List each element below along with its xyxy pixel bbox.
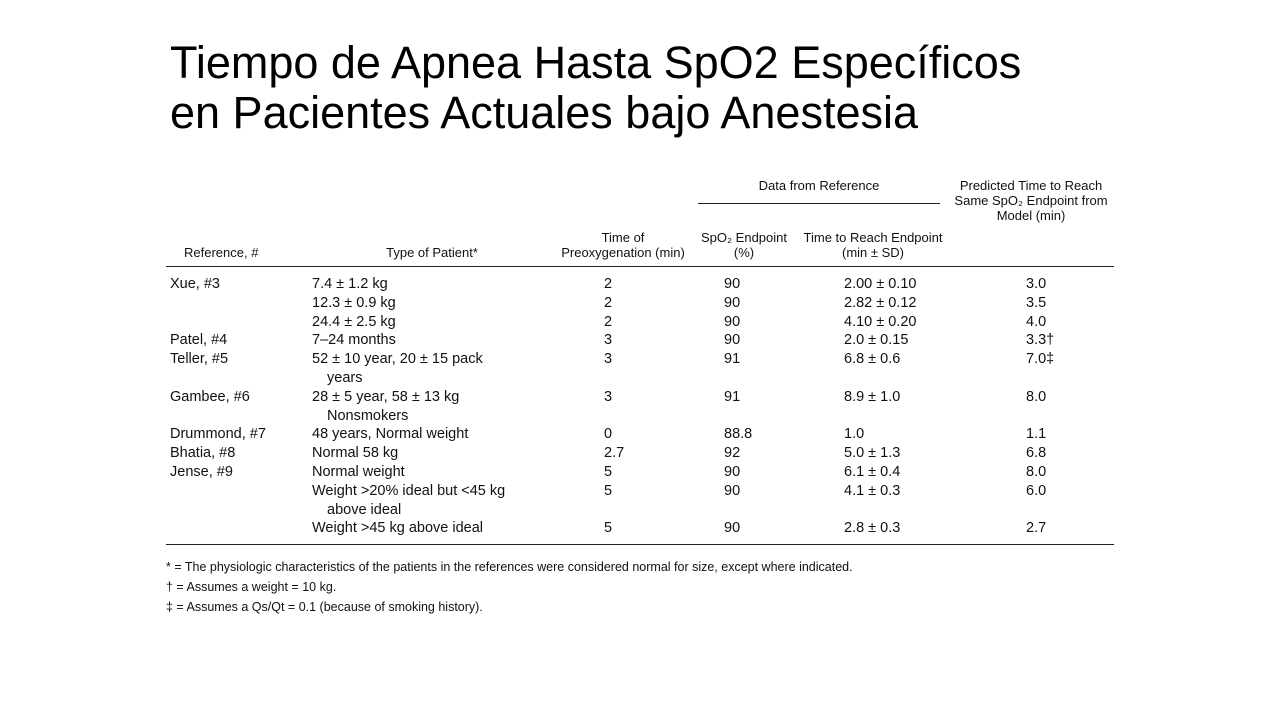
preoxygenation-cell: 2.7 [604, 445, 625, 462]
type-of-patient-text: 52 ± 10 year, 20 ± 15 pack [312, 351, 483, 368]
type-of-patient-continuation: above ideal [327, 501, 402, 518]
spo2-endpoint-cell: 90 [724, 463, 741, 480]
spo2-endpoint-cell: 91 [724, 351, 741, 368]
spo2-endpoint-cell: 88.8 [724, 426, 753, 443]
predicted-time-cell: 2.7 [948, 519, 1114, 544]
apnea-table-figure [166, 172, 1114, 617]
spo2-endpoint-cell: 91 [724, 388, 741, 405]
group-header-data-from-reference: Data from Reference [690, 172, 948, 204]
predicted-time-cell: 3.5 [1026, 294, 1047, 311]
type-of-patient-cell [308, 350, 556, 388]
type-of-patient-cell [308, 463, 556, 482]
time-to-reach-cell: 2.00 ± 0.10 [844, 276, 917, 292]
type-of-patient-text: 7–24 months [312, 332, 396, 349]
type-of-patient-cell [308, 388, 556, 426]
type-of-patient-text: 24.4 ± 2.5 kg [312, 313, 396, 330]
predicted-time-cell: 6.8 [1026, 445, 1047, 462]
time-to-reach-cell: 2.8 ± 0.3 [798, 519, 948, 544]
type-of-patient-continuation: years [327, 369, 363, 386]
type-of-patient-continuation: Nonsmokers [327, 407, 409, 424]
preoxygenation-cell: 2 [604, 294, 613, 311]
type-of-patient-cell [308, 267, 556, 294]
table-row [166, 294, 1114, 313]
spo2-endpoint-cell: 90 [690, 519, 798, 544]
table-row [166, 313, 1114, 332]
table-row [166, 267, 1114, 294]
spo2-endpoint-cell: 90 [724, 332, 741, 349]
spo2-endpoint-cell: 90 [724, 482, 741, 499]
table-row [166, 444, 1114, 463]
type-of-patient-cell [308, 313, 556, 332]
type-of-patient-text: 12.3 ± 0.9 kg [312, 294, 396, 311]
preoxygenation-cell: 3 [604, 388, 613, 405]
type-of-patient-cell [308, 425, 556, 444]
time-to-reach-cell: 6.8 ± 0.6 [844, 351, 901, 368]
table-row [166, 519, 1114, 544]
preoxygenation-cell: 0 [604, 426, 613, 443]
table-row [166, 463, 1114, 482]
type-of-patient-text: 28 ± 5 year, 58 ± 13 kg [312, 388, 460, 405]
spo2-endpoint-cell: 90 [724, 294, 741, 311]
predicted-time-cell: 6.0 [1026, 482, 1047, 499]
header-predicted-time: Predicted Time to Reach Same SpO₂ Endpoint from Model (min) [948, 172, 1114, 267]
reference-cell: Gambee, #6 [170, 388, 250, 405]
predicted-time-cell: 3.0 [1026, 276, 1047, 292]
reference-cell [166, 519, 308, 544]
preoxygenation-cell: 2 [604, 313, 613, 330]
predicted-time-cell: 8.0 [1026, 463, 1047, 480]
table-row [166, 388, 1114, 426]
time-to-reach-cell: 5.0 ± 1.3 [844, 445, 901, 462]
reference-cell: Drummond, #7 [170, 426, 266, 443]
predicted-time-cell: 1.1 [1026, 426, 1047, 443]
preoxygenation-cell: 3 [604, 332, 613, 349]
type-of-patient-cell [308, 519, 556, 544]
reference-cell: Xue, #3 [170, 276, 220, 292]
type-of-patient-text: 48 years, Normal weight [312, 426, 469, 443]
slide-title-line-2: en Pacientes Actuales bajo Anestesia [170, 87, 919, 138]
type-of-patient-text: Normal 58 kg [312, 445, 399, 462]
header-spo2-endpoint: SpO₂ Endpoint (%) [690, 204, 798, 267]
header-reference: Reference, # [166, 204, 308, 267]
preoxygenation-cell: 5 [604, 482, 613, 499]
predicted-time-cell: 7.0‡ [1026, 351, 1055, 368]
slide-title-line-1: Tiempo de Apnea Hasta SpO2 Específicos [170, 37, 1022, 88]
reference-cell: Teller, #5 [170, 351, 229, 368]
footnote-dagger: † = Assumes a weight = 10 kg. [166, 580, 337, 595]
header-time-to-reach-endpoint: Time to Reach Endpoint (min ± SD) [798, 204, 948, 267]
type-of-patient-cell [308, 444, 556, 463]
type-of-patient-cell [308, 482, 556, 520]
preoxygenation-cell: 5 [556, 519, 690, 544]
slide-title [170, 38, 1230, 138]
type-of-patient-cell [308, 331, 556, 350]
predicted-time-cell: 3.3† [1026, 332, 1055, 349]
table-row [166, 482, 1114, 520]
spo2-endpoint-cell: 90 [724, 313, 741, 330]
type-of-patient-text: Weight >20% ideal but <45 kg [312, 482, 506, 499]
table-row [166, 331, 1114, 350]
reference-cell: Bhatia, #8 [170, 445, 236, 462]
predicted-time-cell: 8.0 [1026, 388, 1047, 405]
table-body [166, 267, 1114, 545]
header-time-of-preoxygenation: Time of Preoxygenation (min) [556, 204, 690, 267]
preoxygenation-cell: 2 [604, 276, 613, 292]
reference-cell [166, 482, 308, 520]
reference-cell: Jense, #9 [170, 463, 233, 480]
preoxygenation-cell: 5 [604, 463, 613, 480]
type-of-patient-cell [308, 294, 556, 313]
type-of-patient-text: Weight >45 kg above ideal [312, 520, 484, 537]
table-row [166, 350, 1114, 388]
predicted-time-cell: 4.0 [1026, 313, 1047, 330]
reference-cell [166, 294, 308, 313]
footnote-double-dagger: ‡ = Assumes a Qs/Qt = 0.1 (because of smoking history). [166, 600, 483, 615]
time-to-reach-cell: 2.0 ± 0.15 [844, 332, 909, 349]
footnotes [166, 557, 1114, 617]
time-to-reach-cell: 1.0 [844, 426, 865, 443]
reference-cell: Patel, #4 [170, 332, 228, 349]
time-to-reach-cell: 4.10 ± 0.20 [844, 313, 917, 330]
apnea-data-table [166, 172, 1114, 545]
preoxygenation-cell: 3 [604, 351, 613, 368]
header-type-of-patient: Type of Patient* [308, 204, 556, 267]
spo2-endpoint-cell: 92 [724, 445, 741, 462]
time-to-reach-cell: 6.1 ± 0.4 [844, 463, 901, 480]
type-of-patient-text: Normal weight [312, 463, 405, 480]
time-to-reach-cell: 4.1 ± 0.3 [844, 482, 901, 499]
reference-cell [166, 313, 308, 332]
spo2-endpoint-cell: 90 [724, 276, 741, 292]
time-to-reach-cell: 2.82 ± 0.12 [844, 294, 917, 311]
type-of-patient-text: 7.4 ± 1.2 kg [312, 276, 388, 292]
table-row [166, 425, 1114, 444]
time-to-reach-cell: 8.9 ± 1.0 [844, 388, 901, 405]
footnote-asterisk: * = The physiologic characteristics of the patients in the references were considered normal for size, except where indicated. [166, 560, 853, 575]
